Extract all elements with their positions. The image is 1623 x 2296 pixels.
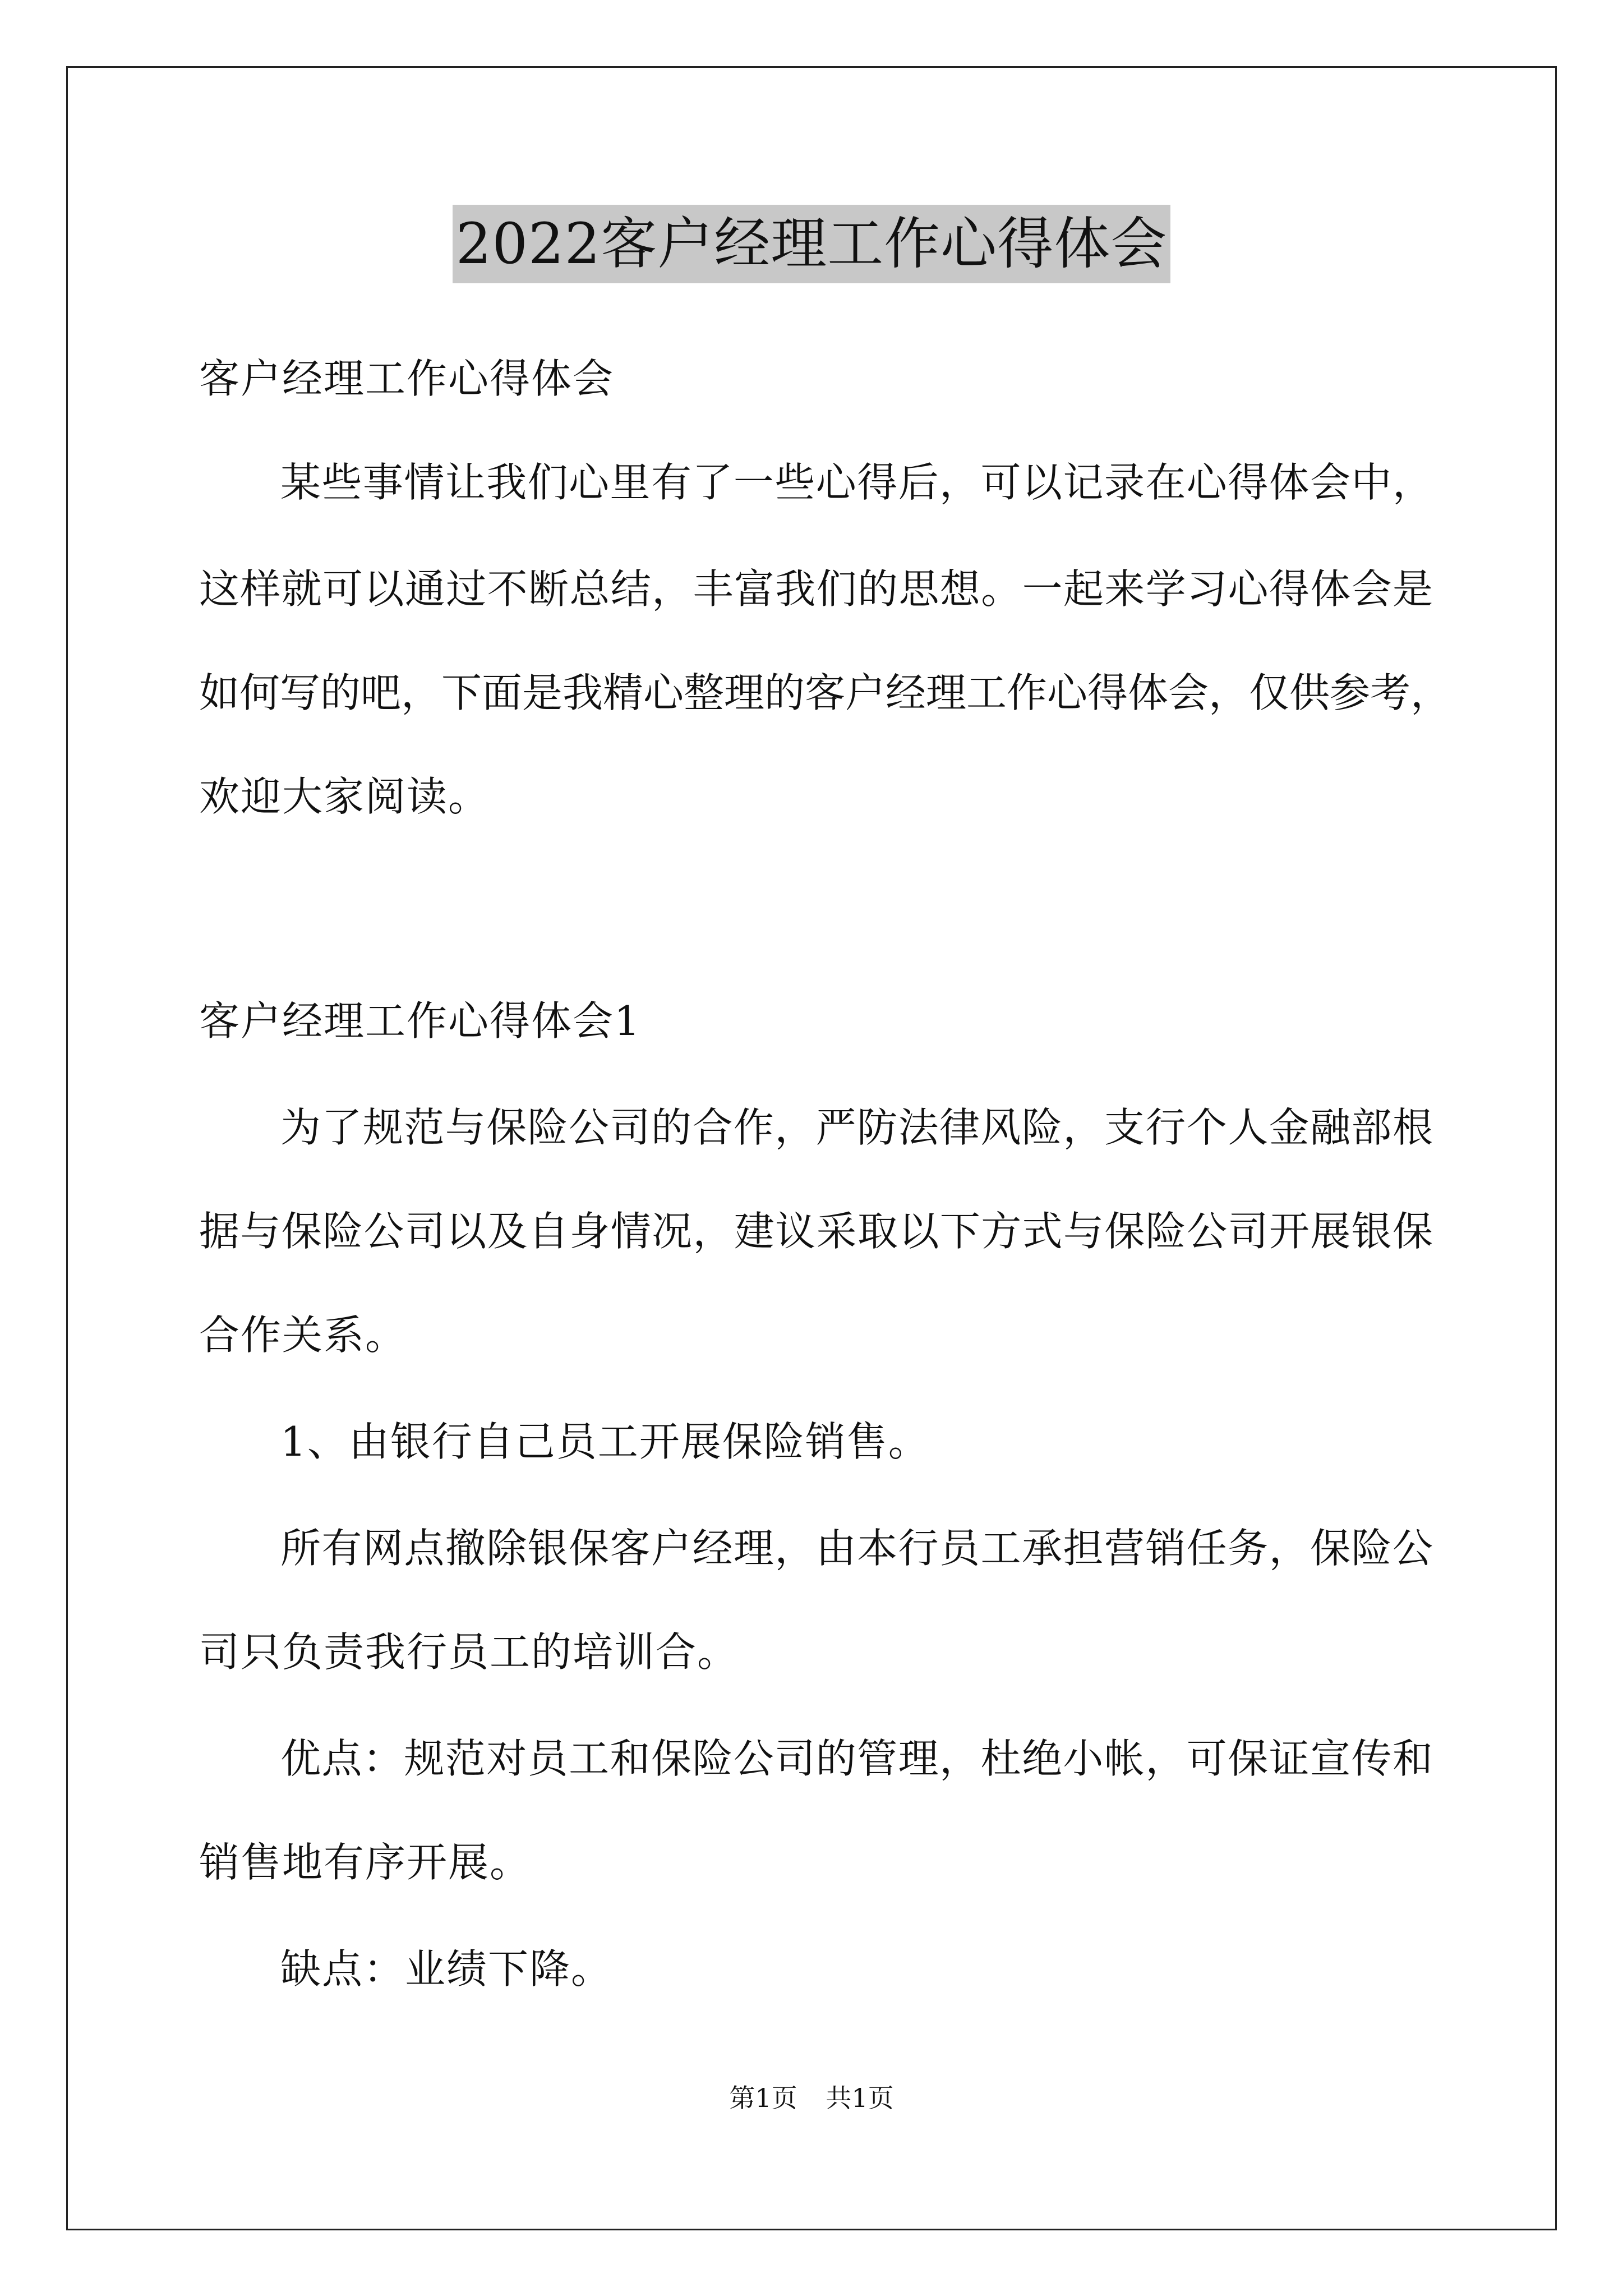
paragraph-line: 优点：规范对员工和保险公司的管理，杜绝小帐，可保证宣传和 (280, 1735, 1433, 1782)
page-total: 共1页 (826, 2083, 894, 2113)
paragraph-line: 销售地有序开展。 (199, 1839, 532, 1886)
subtitle: 客户经理工作心得体会 (199, 355, 615, 402)
paragraph-line: 为了规范与保险公司的合作，严防法律风险，支行个人金融部根 (280, 1104, 1433, 1151)
paragraph-line: 某些事情让我们心里有了一些心得后，可以记录在心得体会中， (280, 459, 1433, 506)
paragraph-line: 这样就可以通过不断总结，丰富我们的思想。一起来学习心得体会是 (199, 565, 1433, 613)
title-container (0, 205, 1623, 283)
section-heading: 客户经理工作心得体会1 (199, 997, 641, 1045)
page-number: 第1页 (729, 2083, 797, 2113)
paragraph-line: 合作关系。 (199, 1312, 407, 1359)
paragraph-line: 如何写的吧，下面是我精心整理的客户经理工作心得体会，仅供参考， (199, 669, 1451, 716)
paragraph-line: 欢迎大家阅读。 (199, 773, 490, 820)
document-title: 2022客户经理工作心得体会 (453, 205, 1171, 283)
paragraph-line: 司只负责我行员工的培训合。 (199, 1628, 739, 1676)
paragraph-line: 所有网点撤除银保客户经理，由本行员工承担营销任务，保险公 (280, 1525, 1433, 1572)
list-item: 1、由银行自己员工开展保险销售。 (280, 1418, 930, 1465)
paragraph-line: 缺点：业绩下降。 (280, 1945, 613, 1993)
paragraph-line: 据与保险公司以及自身情况，建议采取以下方式与保险公司开展银保 (199, 1208, 1433, 1255)
page-footer (0, 2081, 1623, 2115)
